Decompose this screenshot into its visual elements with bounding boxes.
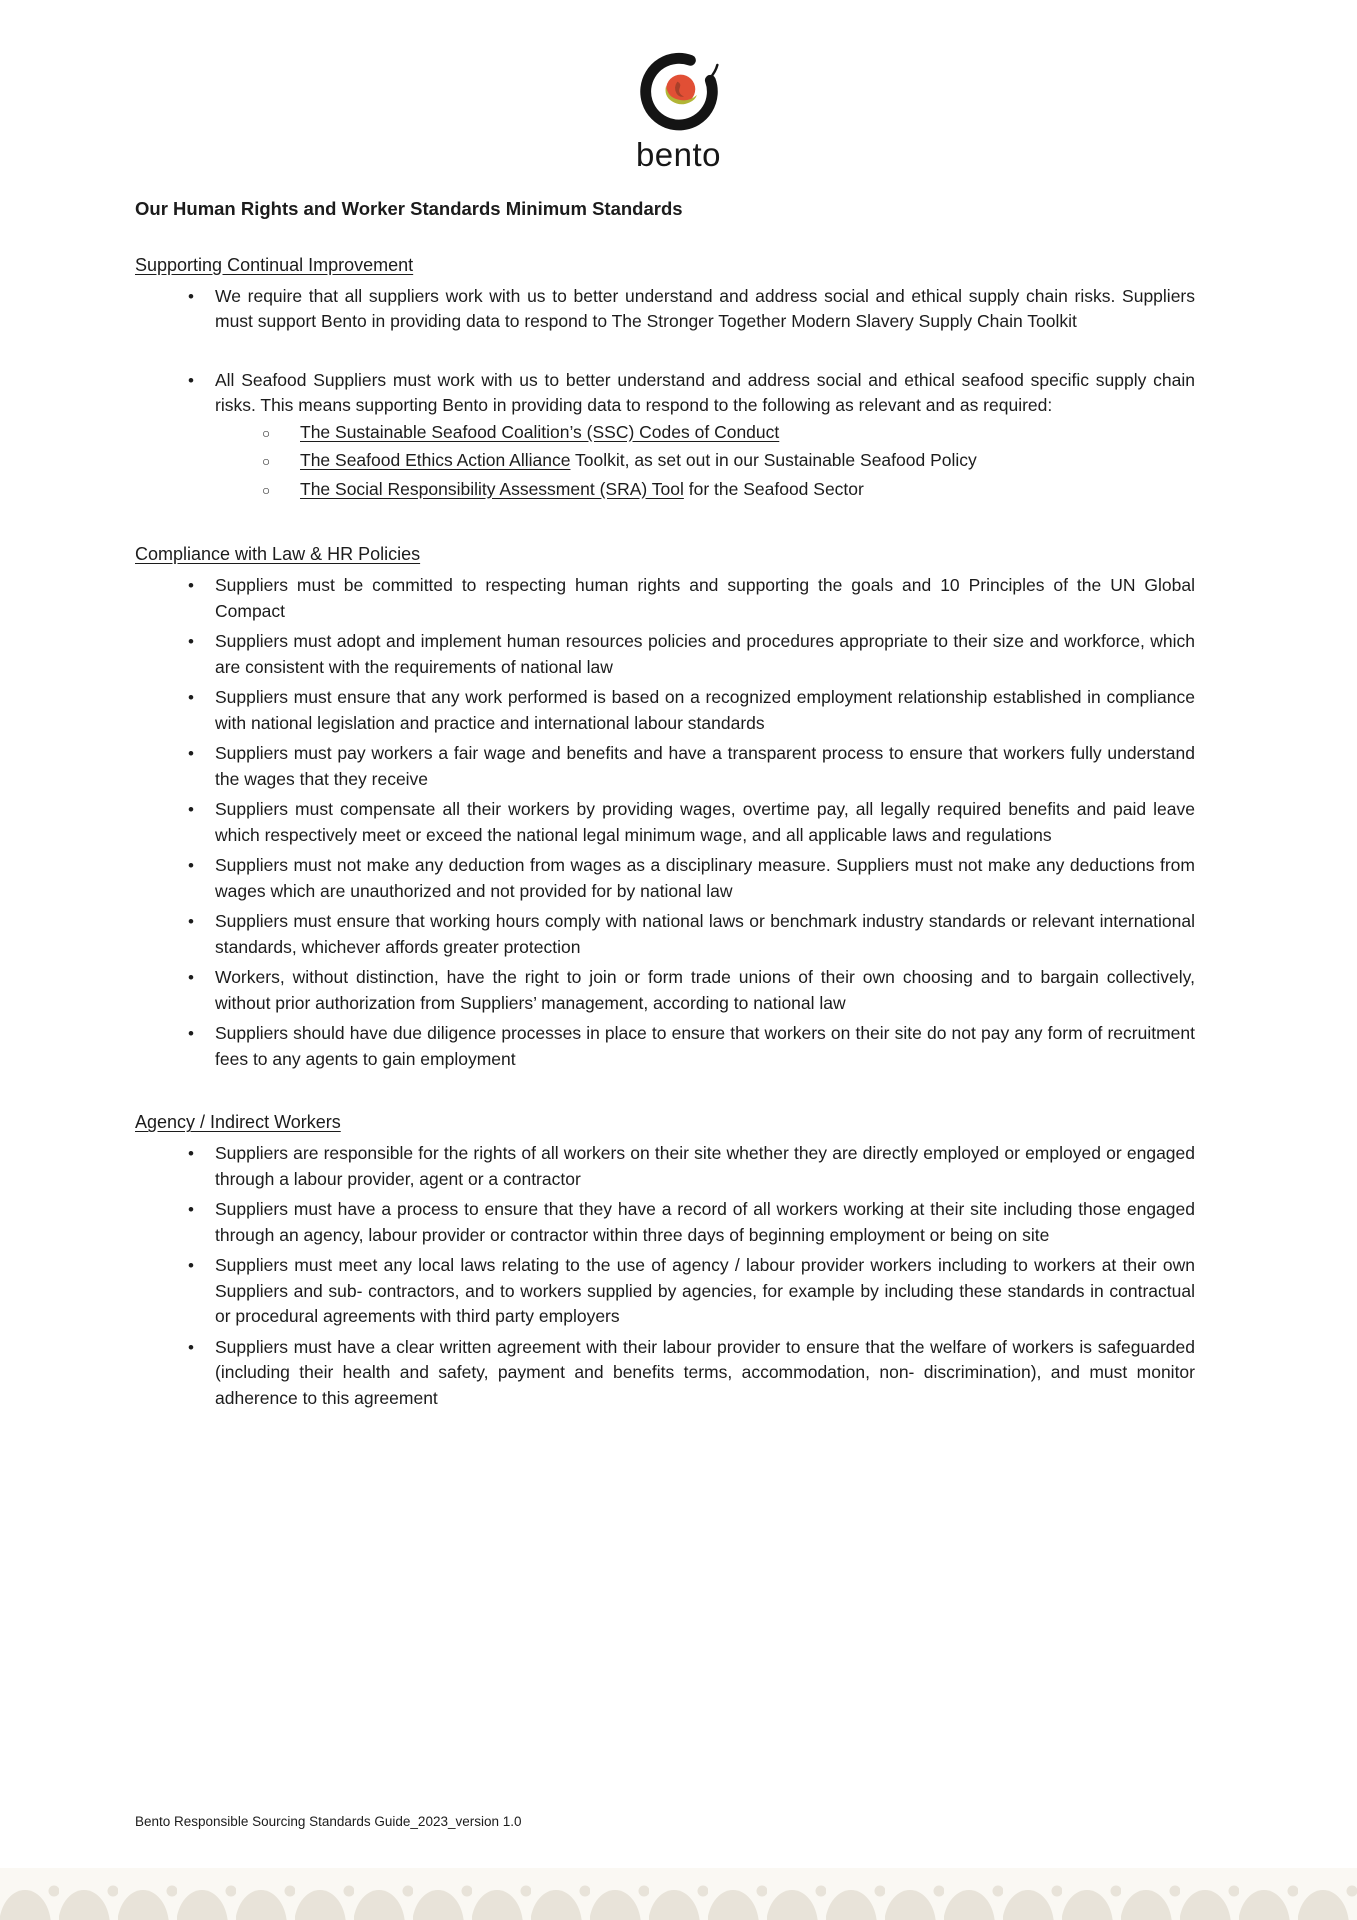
- bullet-icon: •: [188, 286, 194, 306]
- bullet-list-compliance: [135, 573, 1195, 1072]
- bullet-list-supporting-continual-improvement: [135, 284, 1195, 419]
- sub-bullet-rest: for the Seafood Sector: [683, 478, 864, 499]
- bento-logo: [0, 40, 1357, 174]
- list-item: [135, 1021, 1195, 1072]
- sub-bullet-text: [300, 476, 1195, 505]
- sub-bullet-text: [300, 447, 1195, 476]
- circle-bullet-icon: ○: [262, 482, 271, 498]
- bullet-text: Suppliers must not make any deduction from wages as a disciplinary measure. Suppliers must not make any deductions from wages which are unauthorized and not provided for by national law: [215, 855, 1195, 901]
- page-title: Our Human Rights and Worker Standards Minimum Standards: [135, 198, 683, 219]
- list-item: [135, 419, 1195, 448]
- bullet-text: Suppliers must be committed to respecting human rights and supporting the goals and 10 Principles of the UN Global Compact: [215, 575, 1195, 621]
- bullet-text: Suppliers must have a process to ensure that they have a record of all workers working at their site including those engaged through an agency, labour provider or contractor within three days of beginning employment or being on site: [215, 1199, 1195, 1245]
- list-item: [135, 573, 1195, 624]
- bullet-icon: •: [188, 1200, 194, 1219]
- link-seafood-ethics-action-alliance[interactable]: The Seafood Ethics Action Alliance: [300, 450, 571, 470]
- list-item: [135, 685, 1195, 736]
- bento-logo-mark: [629, 40, 729, 140]
- sub-bullet-rest: Toolkit, as set out in our Sustainable Seafood Policy: [570, 450, 977, 470]
- bullet-text: Suppliers should have due diligence processes in place to ensure that workers on their site do not pay any form of recruitment fees to any agents to gain employment: [215, 1023, 1195, 1069]
- section-heading-supporting-continual-improvement: Supporting Continual Improvement: [135, 254, 414, 275]
- list-item: [135, 741, 1195, 792]
- bullet-list-agency: [135, 1141, 1195, 1411]
- bullet-text: Suppliers must ensure that any work performed is based on a recognized employment relationship established in compliance with national legislation and practice and international labour standards: [215, 687, 1195, 733]
- section-heading-compliance-with-law-hr-policies: Compliance with Law & HR Policies: [135, 544, 421, 564]
- sub-bullet-text: [300, 419, 1195, 448]
- bullet-icon: •: [188, 1337, 194, 1357]
- list-item: [135, 1335, 1195, 1412]
- bullet-icon: •: [188, 688, 194, 707]
- list-item: [135, 368, 1195, 419]
- list-item: [135, 909, 1195, 960]
- bullet-icon: •: [188, 800, 194, 819]
- list-item: [135, 476, 1195, 505]
- bullet-icon: •: [188, 856, 194, 875]
- bullet-text: We require that all suppliers work with us to better understand and address social and ethical supply chain risks. Suppliers must support Bento in providing data to respond to The Stronger Together Modern Slavery Supply Chain Toolkit: [215, 285, 1195, 331]
- list-item: [135, 447, 1195, 476]
- bullet-text: Workers, without distinction, have the right to join or form trade unions of their own choosing and to bargain collectively, without prior authorization from Suppliers’ management, according to national law: [215, 967, 1195, 1013]
- list-item: [135, 965, 1195, 1016]
- circle-bullet-icon: ○: [262, 454, 271, 469]
- list-item: [135, 1197, 1195, 1248]
- bullet-text: Suppliers must adopt and implement human resources policies and procedures appropriate to their size and workforce, which are consistent with the requirements of national law: [215, 631, 1195, 677]
- bullet-icon: •: [188, 1144, 194, 1163]
- section-heading-agency-indirect-workers: Agency / Indirect Workers: [135, 1112, 341, 1132]
- sub-bullet-list-seafood: [135, 419, 1195, 505]
- bullet-text: Suppliers must compensate all their workers by providing wages, overtime pay, all legally required benefits and paid leave which respectively meet or exceed the national legal minimum wage, and all applicable laws and regulations: [215, 799, 1195, 845]
- bullet-icon: •: [188, 632, 194, 651]
- document-body: [135, 196, 1195, 1411]
- list-item: [135, 629, 1195, 680]
- bullet-icon: •: [188, 370, 194, 390]
- footer-text: Bento Responsible Sourcing Standards Guide_2023_version 1.0: [135, 1814, 522, 1829]
- bullet-text: Suppliers must ensure that working hours comply with national laws or benchmark industry standards or relevant international standards, whichever affords greater protection: [215, 911, 1195, 957]
- bullet-icon: •: [188, 1256, 194, 1275]
- circle-bullet-icon: ○: [262, 425, 271, 441]
- bullet-text: Suppliers must have a clear written agreement with their labour provider to ensure that the welfare of workers is safeguarded (including their health and safety, payment and benefits terms, accommodation, non- discrimination), and must monitor adherence to this agreement: [215, 1336, 1195, 1408]
- bento-wordmark: bento: [635, 136, 722, 173]
- decorative-border: [0, 1868, 1357, 1920]
- list-item: [135, 1141, 1195, 1192]
- bullet-icon: •: [188, 968, 194, 987]
- bullet-text: Suppliers must meet any local laws relating to the use of agency / labour provider workers including to workers at their own Suppliers and sub- contractors, and to workers supplied by agencies, for example by including these standards in contractual or procedural agreements with third party employers: [215, 1255, 1195, 1326]
- bullet-icon: •: [188, 1024, 194, 1043]
- bullet-icon: •: [188, 912, 194, 931]
- bullet-icon: •: [188, 744, 194, 763]
- link-ssc-codes-of-conduct[interactable]: The Sustainable Seafood Coalition’s (SSC) Codes of Conduct: [300, 421, 780, 442]
- scallop-pattern: [0, 1868, 1357, 1920]
- bullet-text: Suppliers are responsible for the rights of all workers on their site whether they are directly employed or employed or engaged through a labour provider, agent or a contractor: [215, 1143, 1195, 1189]
- bullet-icon: •: [188, 576, 194, 595]
- bullet-text: Suppliers must pay workers a fair wage and benefits and have a transparent process to ensure that workers fully understand the wages that they receive: [215, 743, 1195, 789]
- list-item: [135, 284, 1195, 335]
- list-item: [135, 853, 1195, 904]
- list-item: [135, 797, 1195, 848]
- bullet-text: All Seafood Suppliers must work with us to better understand and address social and ethical seafood specific supply chain risks. This means supporting Bento in providing data to respond to the following as relevant and as required:: [215, 369, 1195, 415]
- link-social-responsibility-assessment-tool[interactable]: The Social Responsibility Assessment (SRA) Tool: [300, 478, 684, 499]
- list-item: [135, 1253, 1195, 1330]
